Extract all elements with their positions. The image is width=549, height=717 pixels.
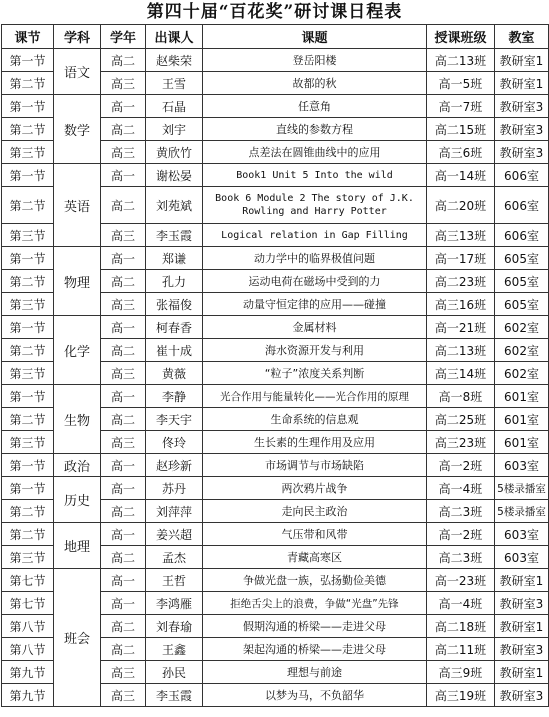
period-cell: 第三节 [2, 141, 54, 164]
grade-cell: 高一 [101, 95, 146, 118]
teacher-cell: 谢松晏 [146, 164, 203, 187]
period-cell: 第九节 [2, 661, 54, 684]
header-period: 课节 [2, 25, 54, 49]
class-cell: 高三16班 [427, 293, 495, 316]
teacher-cell: 柯春香 [146, 316, 203, 339]
topic-cell: 点差法在圆锥曲线中的应用 [203, 141, 427, 164]
subject-cell: 语文 [54, 49, 101, 95]
subject-cell: 数学 [54, 95, 101, 164]
period-cell: 第一节 [2, 247, 54, 270]
topic-cell: 生长素的生理作用及应用 [203, 431, 427, 454]
subject-cell: 生物 [54, 385, 101, 454]
teacher-cell: 刘苑斌 [146, 187, 203, 224]
subject-cell: 地理 [54, 523, 101, 569]
period-cell: 第三节 [2, 293, 54, 316]
class-cell: 高一2班 [427, 523, 495, 546]
class-cell: 高二13班 [427, 49, 495, 72]
teacher-cell: 石晶 [146, 95, 203, 118]
class-cell: 高三14班 [427, 362, 495, 385]
subject-cell: 物理 [54, 247, 101, 316]
period-cell: 第二节 [2, 270, 54, 293]
teacher-cell: 王雪 [146, 72, 203, 95]
class-cell: 高一5班 [427, 72, 495, 95]
teacher-cell: 李鸿雁 [146, 592, 203, 615]
grade-cell: 高二 [101, 615, 146, 638]
room-cell: 603室 [495, 523, 549, 546]
teacher-cell: 王鑫 [146, 638, 203, 661]
teacher-cell: 孔力 [146, 270, 203, 293]
grade-cell: 高二 [101, 339, 146, 362]
period-cell: 第二节 [2, 408, 54, 431]
period-cell: 第一节 [2, 49, 54, 72]
period-cell: 第二节 [2, 118, 54, 141]
table-row [2, 49, 549, 72]
teacher-cell: 姜兴超 [146, 523, 203, 546]
room-cell: 605室 [495, 247, 549, 270]
grade-cell: 高一 [101, 477, 146, 500]
class-cell: 高三13班 [427, 224, 495, 247]
room-cell: 603室 [495, 454, 549, 477]
header-subject: 学科 [54, 25, 101, 49]
topic-cell: 气压带和风带 [203, 523, 427, 546]
subject-cell: 英语 [54, 164, 101, 247]
topic-cell: 海水资源开发与利用 [203, 339, 427, 362]
class-cell: 高一7班 [427, 95, 495, 118]
schedule-table [1, 24, 549, 707]
room-cell: 602室 [495, 362, 549, 385]
topic-cell: 理想与前途 [203, 661, 427, 684]
room-cell: 605室 [495, 270, 549, 293]
period-cell: 第八节 [2, 615, 54, 638]
class-cell: 高一4班 [427, 477, 495, 500]
grade-cell: 高二 [101, 546, 146, 569]
room-cell: 5楼录播室 [495, 477, 549, 500]
class-cell: 高一21班 [427, 316, 495, 339]
header-teacher: 出课人 [146, 25, 203, 49]
room-cell: 教研室1 [495, 49, 549, 72]
period-cell: 第八节 [2, 638, 54, 661]
teacher-cell: 孟杰 [146, 546, 203, 569]
page-title: 第四十届“百花奖”研讨课日程表 [146, 2, 403, 22]
class-cell: 高一2班 [427, 454, 495, 477]
teacher-cell: 刘宇 [146, 118, 203, 141]
room-cell: 教研室3 [495, 684, 549, 707]
grade-cell: 高三 [101, 362, 146, 385]
table-row [2, 454, 549, 477]
grade-cell: 高三 [101, 141, 146, 164]
teacher-cell: 赵柴荣 [146, 49, 203, 72]
table-row [2, 569, 549, 592]
topic-cell: 直线的参数方程 [203, 118, 427, 141]
class-cell: 高二3班 [427, 546, 495, 569]
class-cell: 高三23班 [427, 431, 495, 454]
teacher-cell: 孙民 [146, 661, 203, 684]
period-cell: 第二节 [2, 500, 54, 523]
room-cell: 教研室1 [495, 661, 549, 684]
topic-cell: Book1 Unit 5 Into the wild [203, 164, 427, 187]
teacher-cell: 苏丹 [146, 477, 203, 500]
grade-cell: 高三 [101, 431, 146, 454]
topic-cell: 动量守恒定律的应用——碰撞 [203, 293, 427, 316]
header-grade: 学年 [101, 25, 146, 49]
topic-cell: 故都的秋 [203, 72, 427, 95]
class-cell: 高二3班 [427, 500, 495, 523]
period-cell: 第九节 [2, 684, 54, 707]
table-row [2, 385, 549, 408]
class-cell: 高三19班 [427, 684, 495, 707]
grade-cell: 高三 [101, 684, 146, 707]
room-cell: 教研室3 [495, 95, 549, 118]
room-cell: 606室 [495, 164, 549, 187]
grade-cell: 高三 [101, 661, 146, 684]
class-cell: 高三6班 [427, 141, 495, 164]
teacher-cell: 李玉霞 [146, 224, 203, 247]
period-cell: 第七节 [2, 592, 54, 615]
grade-cell: 高二 [101, 49, 146, 72]
grade-cell: 高一 [101, 569, 146, 592]
topic-cell: “粒子”浓度关系判断 [203, 362, 427, 385]
period-cell: 第一节 [2, 454, 54, 477]
teacher-cell: 李天宇 [146, 408, 203, 431]
class-cell: 高二11班 [427, 638, 495, 661]
grade-cell: 高一 [101, 523, 146, 546]
topic-cell: 光合作用与能量转化——光合作用的原理 [203, 385, 427, 408]
room-cell: 601室 [495, 385, 549, 408]
class-cell: 高二20班 [427, 187, 495, 224]
teacher-cell: 王哲 [146, 569, 203, 592]
class-cell: 高一8班 [427, 385, 495, 408]
period-cell: 第一节 [2, 316, 54, 339]
class-cell: 高一4班 [427, 592, 495, 615]
topic-cell: 青藏高寒区 [203, 546, 427, 569]
period-cell: 第二节 [2, 72, 54, 95]
period-cell: 第二节 [2, 523, 54, 546]
topic-cell: 金属材料 [203, 316, 427, 339]
subject-cell: 历史 [54, 477, 101, 523]
header-topic: 课题 [203, 25, 427, 49]
room-cell: 601室 [495, 408, 549, 431]
room-cell: 教研室3 [495, 638, 549, 661]
grade-cell: 高一 [101, 247, 146, 270]
topic-cell: 争做光盘一族，弘扬勤俭美德 [203, 569, 427, 592]
grade-cell: 高三 [101, 224, 146, 247]
table-row [2, 164, 549, 187]
grade-cell: 高一 [101, 316, 146, 339]
room-cell: 5楼录播室 [495, 500, 549, 523]
table-row [2, 523, 549, 546]
grade-cell: 高一 [101, 592, 146, 615]
grade-cell: 高二 [101, 187, 146, 224]
grade-cell: 高二 [101, 638, 146, 661]
grade-cell: 高二 [101, 500, 146, 523]
grade-cell: 高一 [101, 454, 146, 477]
teacher-cell: 郑谦 [146, 247, 203, 270]
room-cell: 教研室3 [495, 592, 549, 615]
teacher-cell: 张福俊 [146, 293, 203, 316]
period-cell: 第三节 [2, 546, 54, 569]
room-cell: 606室 [495, 187, 549, 224]
subject-cell: 班会 [54, 569, 101, 707]
topic-cell: 登岳阳楼 [203, 49, 427, 72]
period-cell: 第一节 [2, 164, 54, 187]
period-cell: 第三节 [2, 224, 54, 247]
topic-cell: 运动电荷在磁场中受到的力 [203, 270, 427, 293]
topic-cell: 假期沟通的桥梁——走进父母 [203, 615, 427, 638]
teacher-cell: 刘萍萍 [146, 500, 203, 523]
topic-cell: 任意角 [203, 95, 427, 118]
topic-cell: 两次鸦片战争 [203, 477, 427, 500]
subject-cell: 政治 [54, 454, 101, 477]
period-cell: 第七节 [2, 569, 54, 592]
topic-cell: 动力学中的临界极值问题 [203, 247, 427, 270]
room-cell: 教研室1 [495, 615, 549, 638]
room-cell: 601室 [495, 431, 549, 454]
teacher-cell: 李玉霞 [146, 684, 203, 707]
class-cell: 高三9班 [427, 661, 495, 684]
grade-cell: 高二 [101, 270, 146, 293]
teacher-cell: 佟玲 [146, 431, 203, 454]
period-cell: 第二节 [2, 187, 54, 224]
grade-cell: 高一 [101, 164, 146, 187]
teacher-cell: 李静 [146, 385, 203, 408]
period-cell: 第三节 [2, 362, 54, 385]
teacher-cell: 崔十成 [146, 339, 203, 362]
header-class: 授课班级 [427, 25, 495, 49]
grade-cell: 高三 [101, 293, 146, 316]
teacher-cell: 黄薇 [146, 362, 203, 385]
room-cell: 602室 [495, 339, 549, 362]
table-row [2, 477, 549, 500]
room-cell: 教研室1 [495, 569, 549, 592]
table-row [2, 95, 549, 118]
teacher-cell: 刘春瑜 [146, 615, 203, 638]
topic-cell: 市场调节与市场缺陷 [203, 454, 427, 477]
header-room: 教室 [495, 25, 549, 49]
room-cell: 教研室3 [495, 141, 549, 164]
topic-cell: 走向民主政治 [203, 500, 427, 523]
topic-cell: 拒绝舌尖上的浪费，争做“光盘”先锋 [203, 592, 427, 615]
grade-cell: 高二 [101, 408, 146, 431]
period-cell: 第一节 [2, 477, 54, 500]
room-cell: 教研室1 [495, 72, 549, 95]
topic-cell: Book 6 Module 2 The story of J.K. Rowling and Harry Potter [203, 187, 427, 224]
class-cell: 高二15班 [427, 118, 495, 141]
table-row [2, 316, 549, 339]
class-cell: 高二23班 [427, 270, 495, 293]
grade-cell: 高一 [101, 385, 146, 408]
grade-cell: 高三 [101, 72, 146, 95]
topic-cell: 生命系统的信息观 [203, 408, 427, 431]
teacher-cell: 黄欣竹 [146, 141, 203, 164]
topic-cell: 以梦为马，不负韶华 [203, 684, 427, 707]
topic-cell: Logical relation in Gap Filling [203, 224, 427, 247]
header-row [2, 25, 549, 49]
grade-cell: 高二 [101, 118, 146, 141]
period-cell: 第三节 [2, 431, 54, 454]
table-row [2, 247, 549, 270]
subject-cell: 化学 [54, 316, 101, 385]
class-cell: 高一17班 [427, 247, 495, 270]
room-cell: 606室 [495, 224, 549, 247]
room-cell: 602室 [495, 316, 549, 339]
period-cell: 第二节 [2, 339, 54, 362]
room-cell: 605室 [495, 293, 549, 316]
class-cell: 高一23班 [427, 569, 495, 592]
room-cell: 603室 [495, 546, 549, 569]
period-cell: 第一节 [2, 385, 54, 408]
class-cell: 高二18班 [427, 615, 495, 638]
teacher-cell: 赵珍新 [146, 454, 203, 477]
class-cell: 高二13班 [427, 339, 495, 362]
class-cell: 高二25班 [427, 408, 495, 431]
period-cell: 第一节 [2, 95, 54, 118]
topic-cell: 架起沟通的桥梁——走进父母 [203, 638, 427, 661]
class-cell: 高一14班 [427, 164, 495, 187]
room-cell: 教研室3 [495, 118, 549, 141]
